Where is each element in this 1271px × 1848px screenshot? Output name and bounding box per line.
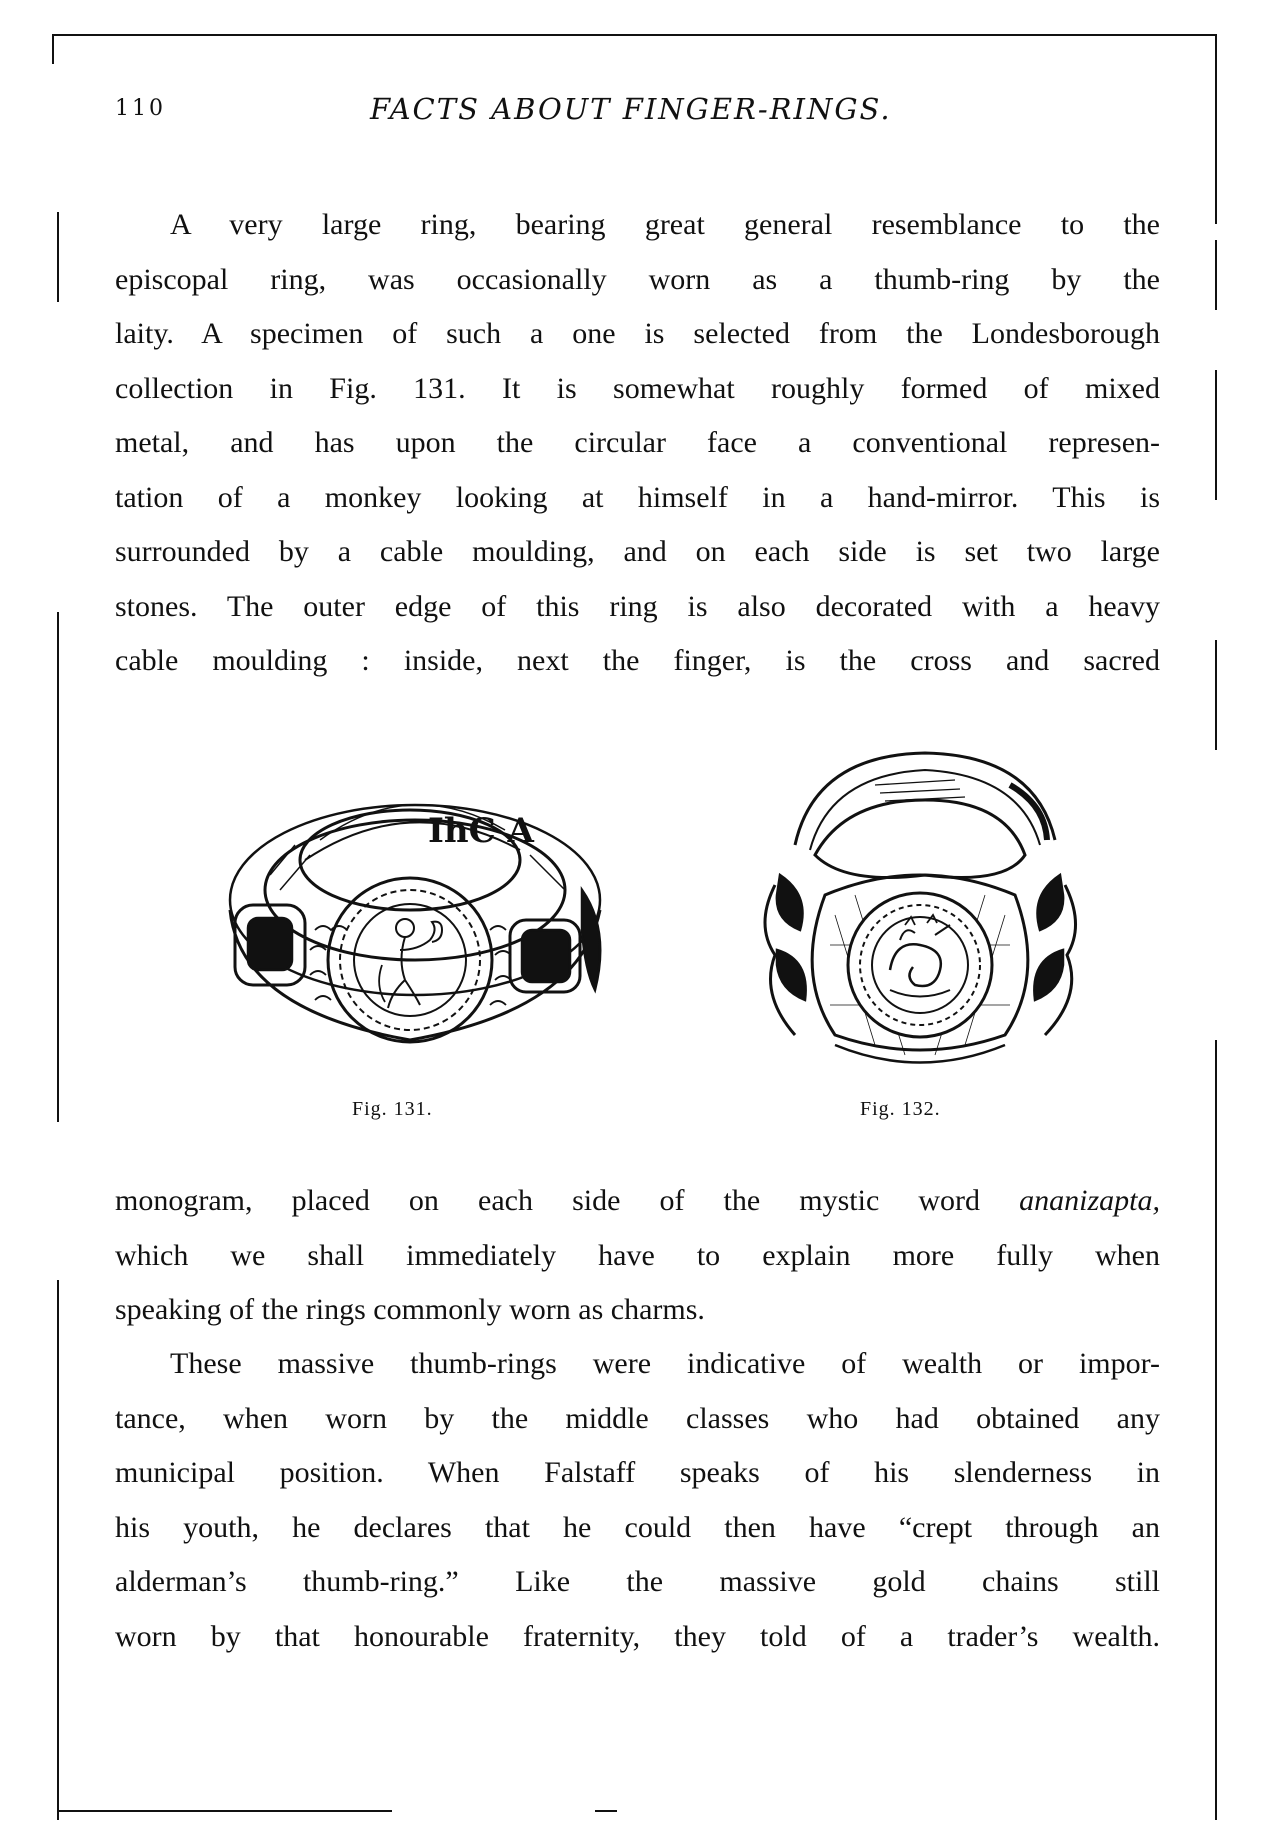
text-line: his youth, he declares that he could then have “crept through an — [115, 1510, 1160, 1544]
text-line: speaking of the rings commonly worn as charms. — [115, 1293, 705, 1326]
text-line: alderman’s thumb-ring.” Like the massive gold chains still — [115, 1565, 1160, 1598]
right-border-rule — [1215, 34, 1217, 224]
text-line: municipal position. When Falstaff speaks of his slenderness in — [115, 1456, 1160, 1489]
ring-inscription: IhC A — [428, 811, 534, 851]
bottom-border-rule — [57, 1810, 392, 1812]
text-line: cable moulding : inside, next the finger, is the cross and sacred — [115, 644, 1160, 677]
figure-131-caption: Fig. 131. — [352, 1098, 433, 1120]
left-border-rule-3 — [57, 1280, 59, 1820]
page-number: 110 — [115, 96, 166, 121]
text-line: tance, when worn by the middle classes who had obtained any — [115, 1401, 1160, 1435]
ring-illustration-fig-132 — [755, 745, 1085, 1090]
running-header — [115, 92, 1165, 132]
text-line: tation of a monkey looking at himself in a hand-mirror. This is — [115, 480, 1160, 514]
text-line: worn by that honourable fraternity, they told of a trader’s wealth. — [115, 1619, 1160, 1653]
text-line: metal, and has upon the circular face a conventional represen- — [115, 426, 1160, 459]
paragraph-3 — [115, 1337, 1160, 1664]
text-line: episcopal ring, was occasionally worn as a thumb-ring by the — [115, 262, 1160, 296]
right-border-rule-2 — [1215, 240, 1217, 310]
figure-132-caption: Fig. 132. — [860, 1098, 941, 1120]
left-border-rule-top — [52, 34, 54, 64]
running-title: FACTS ABOUT FINGER-RINGS. — [370, 92, 892, 126]
text-line: collection in Fig. 131. It is somewhat roughly formed of mixed — [115, 371, 1160, 405]
text-line — [115, 1174, 1160, 1229]
text-segment: monogram, placed on each side of the mystic word — [115, 1184, 1020, 1217]
paragraph-2 — [115, 1174, 1160, 1338]
right-border-rule-4 — [1215, 640, 1217, 750]
ring-illustration-fig-131 — [210, 780, 620, 1090]
right-border-rule-3 — [1215, 370, 1217, 500]
text-line: which we shall immediately have to explain more fully when — [115, 1238, 1160, 1272]
paragraph-1 — [115, 198, 1160, 689]
left-border-rule-2 — [57, 612, 59, 1122]
text-line: These massive thumb-rings were indicative of wealth or impor- — [170, 1347, 1160, 1380]
bottom-border-mark — [595, 1810, 617, 1812]
text-line: stones. The outer edge of this ring is also decorated with a heavy — [115, 589, 1160, 623]
left-border-rule-1 — [57, 212, 59, 302]
right-border-rule-5 — [1215, 1040, 1217, 1820]
text-line: laity. A specimen of such a one is selected from the Londesborough — [115, 317, 1160, 350]
top-border-rule — [52, 34, 1217, 36]
text-line: A very large ring, bearing great general resemblance to the — [170, 208, 1160, 241]
mystic-word: ananizapta, — [1019, 1184, 1160, 1217]
text-line: surrounded by a cable moulding, and on each side is set two large — [115, 535, 1160, 568]
